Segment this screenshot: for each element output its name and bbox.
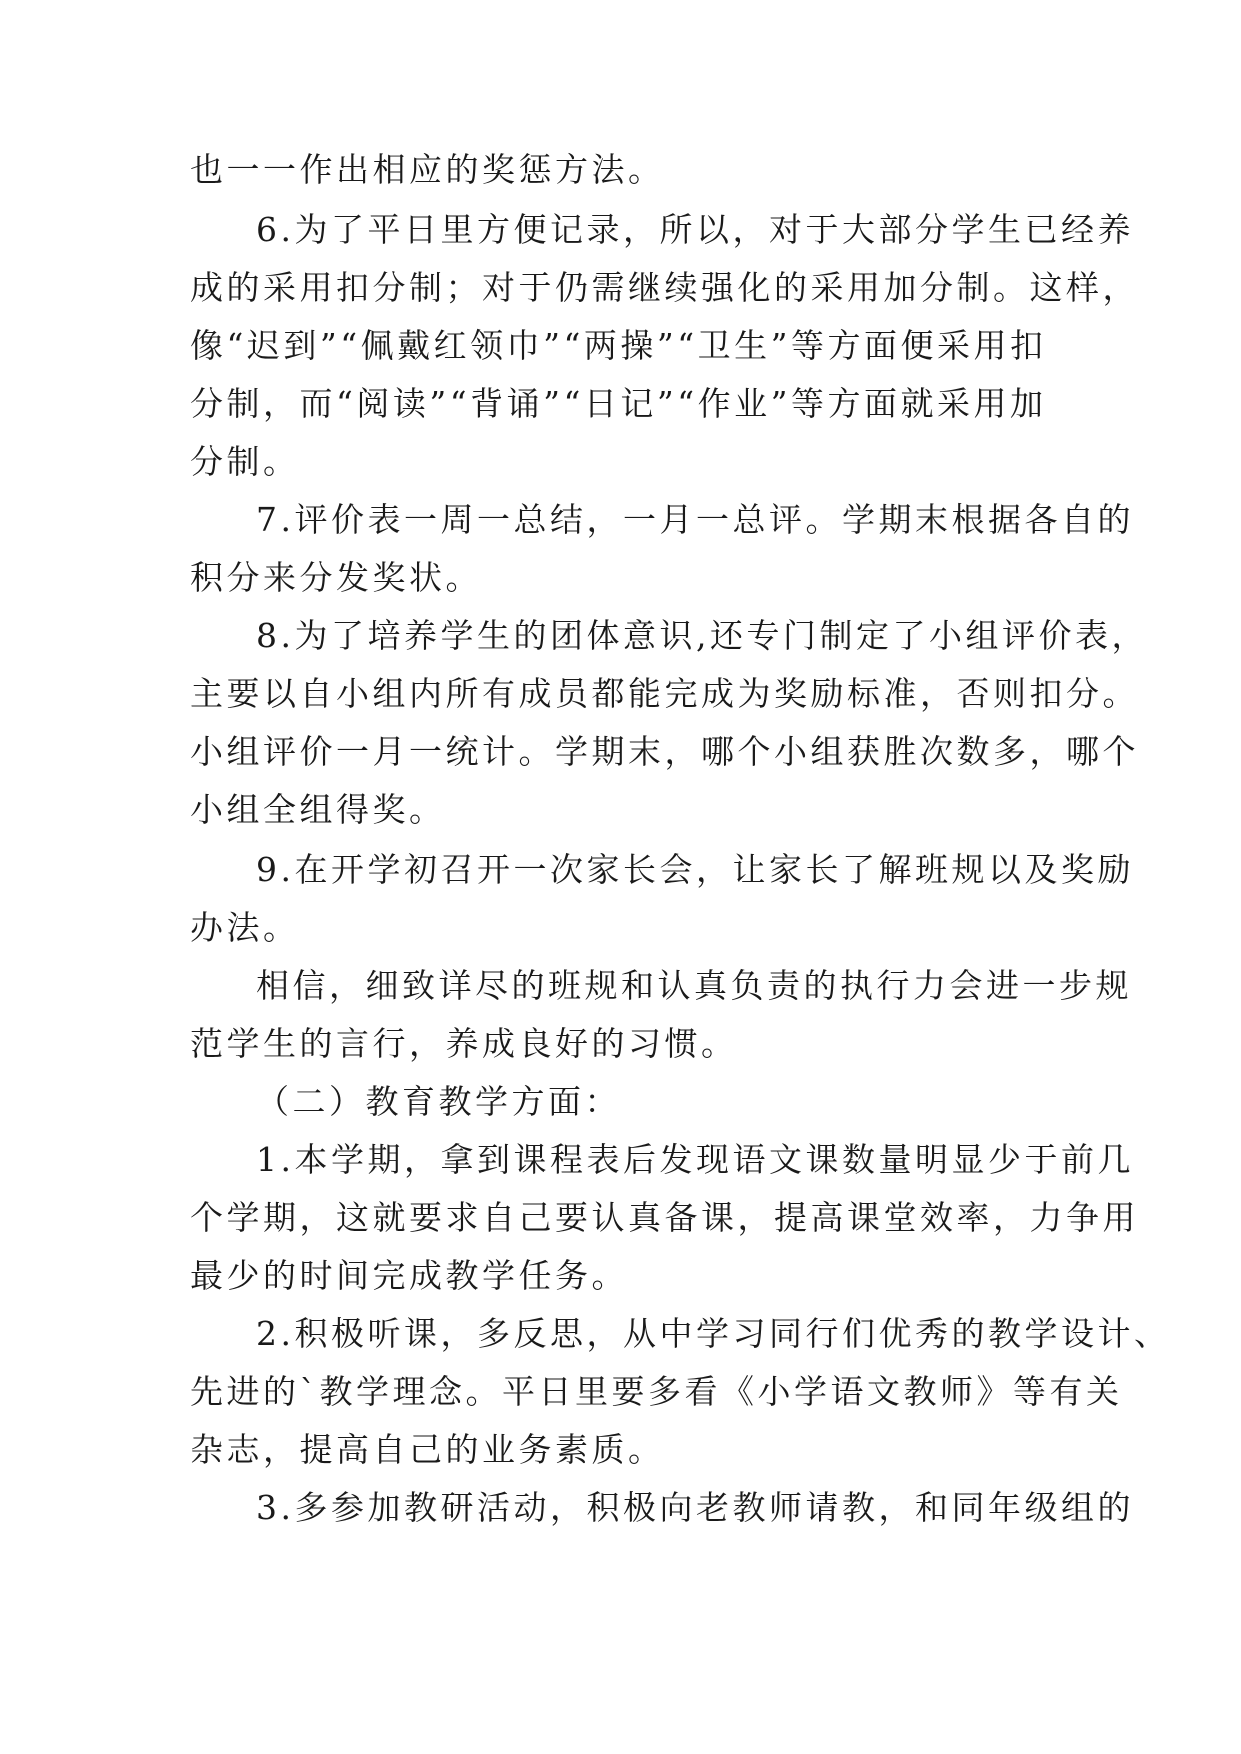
text-line: 3.多参加教研活动，积极向老教师请教，和同年级组的 <box>256 1488 1134 1527</box>
text-line: 先进的`教学理念。平日里要多看《小学语文教师》等有关 <box>190 1372 1123 1411</box>
text-line: 8.为了培养学生的团体意识,还专门制定了小组评价表， <box>256 616 1148 655</box>
text-line: 成的采用扣分制；对于仍需继续强化的采用加分制。这样， <box>190 268 1139 307</box>
text-line: 主要以自小组内所有成员都能完成为奖励标准，否则扣分。 <box>190 674 1139 713</box>
text-line: 最少的时间完成教学任务。 <box>190 1256 628 1295</box>
text-line: 办法。 <box>190 908 300 947</box>
text-line: 积分来分发奖状。 <box>190 558 482 597</box>
text-line: 2.积极听课，多反思，从中学习同行们优秀的教学设计、 <box>256 1314 1171 1353</box>
text-line: 杂志，提高自己的业务素质。 <box>190 1430 665 1469</box>
text-line: 6.为了平日里方便记录，所以，对于大部分学生已经养 <box>256 210 1134 249</box>
text-line: 像“迟到”“佩戴红领巾”“两操”“卫生”等方面便采用扣 <box>190 326 1047 365</box>
text-line: 分制，而“阅读”“背诵”“日记”“作业”等方面就采用加 <box>190 384 1047 423</box>
text-line: 小组评价一月一统计。学期末，哪个小组获胜次数多，哪个 <box>190 732 1139 771</box>
text-line: 也一一作出相应的奖惩方法。 <box>190 150 665 189</box>
text-line: 7.评价表一周一总结，一月一总评。学期末根据各自的 <box>256 500 1134 539</box>
section-heading: （二）教育教学方面： <box>256 1082 621 1121</box>
text-line: 小组全组得奖。 <box>190 790 446 829</box>
text-line: 相信，细致详尽的班规和认真负责的执行力会进一步规 <box>256 966 1132 1005</box>
text-line: 分制。 <box>190 442 300 481</box>
text-line: 1.本学期，拿到课程表后发现语文课数量明显少于前几 <box>256 1140 1134 1179</box>
text-line: 范学生的言行，养成良好的习惯。 <box>190 1024 738 1063</box>
text-line: 个学期，这就要求自己要认真备课，提高课堂效率，力争用 <box>190 1198 1139 1237</box>
text-line: 9.在开学初召开一次家长会，让家长了解班规以及奖励 <box>256 850 1134 889</box>
